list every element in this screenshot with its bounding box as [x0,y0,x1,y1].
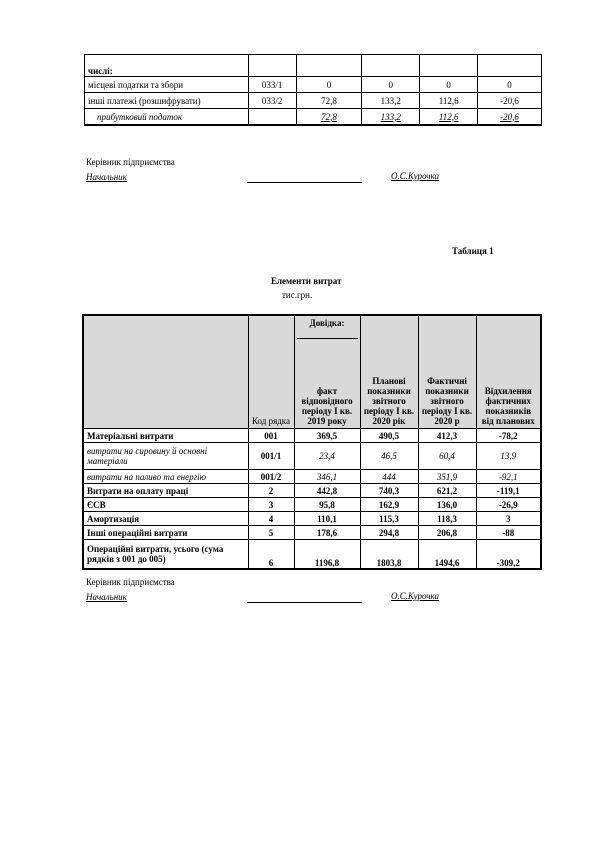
cell-deviation: 3 [476,512,541,526]
signature-role: Керівник підприємства [86,157,175,167]
cell-fact: 206,8 [418,526,476,540]
cell-fact: 1494,6 [418,540,476,570]
cell-fact-prev: 369,5 [294,429,360,443]
cell-name: ЄСВ [83,498,248,512]
table-row [83,443,541,470]
cell-fact: 136,0 [418,498,476,512]
cell-plan: 1803,8 [360,540,418,570]
table-row [83,540,541,570]
signature-line [247,602,362,603]
cell-deviation: -78,2 [476,429,541,443]
cell-deviation: -119,1 [476,484,541,498]
units-label: тис.грн. [282,290,313,300]
cell-fact: 351,9 [418,470,476,484]
cell-deviation: -88 [476,526,541,540]
cell-value: 0 [478,77,542,93]
top-table [84,54,542,126]
header-name [83,315,248,429]
cell-fact: 621,2 [418,484,476,498]
signature-position: Начальник [86,172,127,182]
cell-fact: 412,3 [418,429,476,443]
cell-value: 112,6 [420,109,478,126]
cell-value: 72,8 [296,109,362,126]
cell-value: 0 [296,77,362,93]
row-label: прибутковий податок [85,109,249,126]
cell-fact: 60,4 [418,443,476,470]
cell-plan: 46,5 [360,443,418,470]
cell-value: 0 [420,77,478,93]
row-label: місцеві податки та збори [85,77,249,93]
cell-fact-prev: 95,8 [294,498,360,512]
cell-deviation: -26,9 [476,498,541,512]
cell-fact: 118,3 [418,512,476,526]
table-header [83,315,541,429]
cell-value: 112,6 [420,93,478,109]
header-fact-prev [294,315,360,429]
signature-position: Начальник [86,592,127,602]
section-title: Елементи витрат [271,276,342,286]
header-fact-prev-text: факт відповідного періоду І кв. 2019 року [301,386,353,426]
table-row [85,77,542,93]
cell-plan: 162,9 [360,498,418,512]
table-row [85,109,542,126]
row-code: 033/1 [248,77,296,93]
costs-table [82,314,542,570]
cell-value: 0 [362,77,420,93]
cell-value: -20,6 [478,109,542,126]
table-row [83,470,541,484]
row-code [248,109,296,126]
table-row [83,526,541,540]
cell-name: витрати на паливо та енергію [83,470,248,484]
cell-fact-prev: 346,1 [294,470,360,484]
cell-plan: 740,3 [360,484,418,498]
cell-code: 001/2 [248,470,294,484]
cell-fact-prev: 178,6 [294,526,360,540]
header-plan: Планові показники звітного періоду І кв. 2020 рік [360,315,418,429]
table-row [83,484,541,498]
cell-fact-prev: 23,4 [294,443,360,470]
row-label: інші платежі (розшифрувати) [85,93,249,109]
cell-code: 001/1 [248,443,294,470]
cell-value: 133,2 [362,109,420,126]
cell-fact-prev: 442,8 [294,484,360,498]
cell-deviation: -92,1 [476,470,541,484]
cell-code: 3 [248,498,294,512]
cell-plan: 444 [360,470,418,484]
cell-code: 4 [248,512,294,526]
cell-code: 2 [248,484,294,498]
header-reference: Довідка: [297,318,358,339]
cell-fact-prev: 1196,8 [294,540,360,570]
cell-deviation: -309,2 [476,540,541,570]
table-number: Таблиця 1 [452,246,494,256]
table-row [83,429,541,443]
signature-role: Керівник підприємства [86,577,175,587]
signature-name: О.С.Курочка [391,171,440,181]
cell-plan: 490,5 [360,429,418,443]
cell-code: 6 [248,540,294,570]
cell-name: Матеріальні витрати [83,429,248,443]
cell-deviation: 13,9 [476,443,541,470]
cell-value: -20,6 [478,93,542,109]
signature-line [247,182,362,183]
cell-name: Витрати на оплату праці [83,484,248,498]
cell-code: 001 [248,429,294,443]
cell-plan: 294,8 [360,526,418,540]
table-row [85,93,542,109]
cell-name: Інші операційні витрати [83,526,248,540]
header-deviation: Відхилення фактичних показників від планових [476,315,541,429]
cell-plan: 115,3 [360,512,418,526]
table-row [85,55,542,77]
cell-fact-prev: 110,1 [294,512,360,526]
cell-name: Амортизація [83,512,248,526]
table-row [83,512,541,526]
cell-value: 133,2 [362,93,420,109]
row-code: 033/2 [248,93,296,109]
signature-name: О.С.Курочка [391,591,440,601]
table-row [83,498,541,512]
cell-name: витрати на сировину й основні матеріали [83,443,248,470]
cell-value: 72,8 [296,93,362,109]
cell-code: 5 [248,526,294,540]
cell-name: Операційні витрати, усього (сума рядків з 001 до 005) [83,540,248,570]
row-label: числі: [85,55,249,77]
header-code: Код рядка [248,315,294,429]
header-fact: Фактичні показники звітного періоду І кв. 2020 р [418,315,476,429]
